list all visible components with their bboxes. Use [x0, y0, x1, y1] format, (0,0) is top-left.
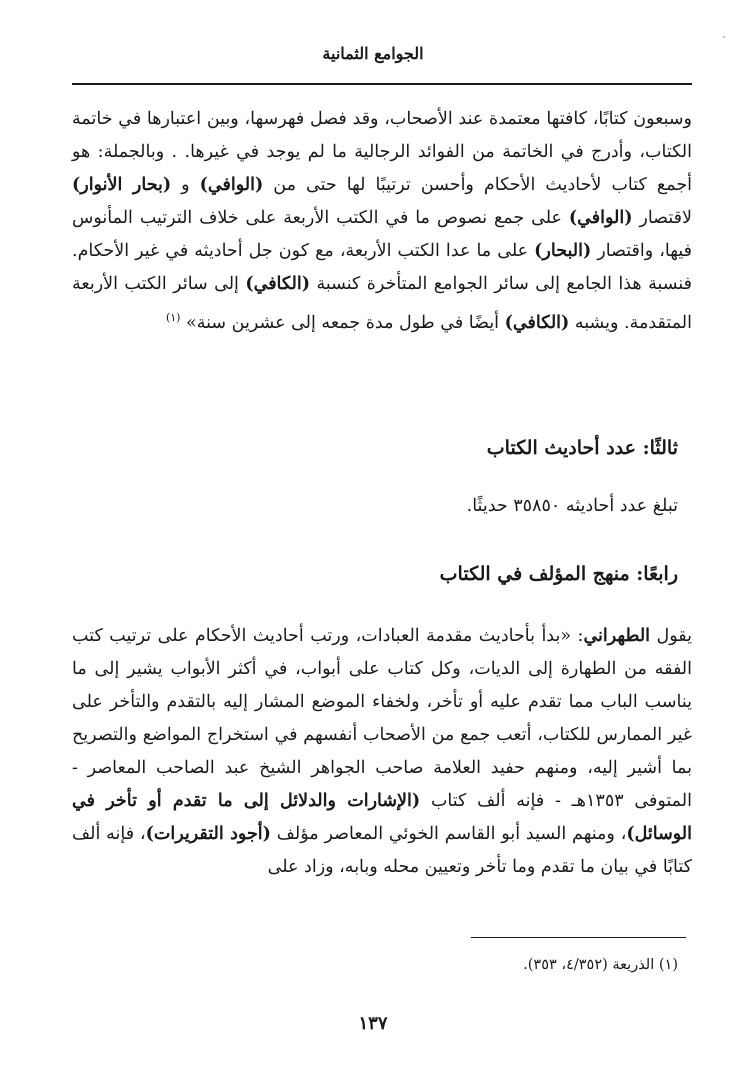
- book-title: (الكافي): [504, 312, 570, 333]
- paragraph-continuation: وسبعون كتابًا، كافتها معتمدة عند الأصحاب، وقد فصل فهرسها، وبين اعتبارها في خاتمة الكتاب، وأدرج في الخاتمة من الفوائد الرجالية ما لم يوجد في غيرها. . وبالجملة: هو أجمع كتاب لأحاديث الأحكام وأحسن ترتيبًا لها حتى من (الوافي) و (بحار الأنوار) لاقتصار (الوافي) على جمع نصوص ما في الكتب الأربعة على خلاف الترتيب المأنوس فيها، واقتصار (البحار) على ما عدا الكتب الأربعة، مع كون جل أحاديثه في غير الأحكام. فنسبة هذا الجامع إلى سائر الجوامع المتأخرة كنسبة (الكافي) إلى سائر الكتب الأربعة المتقدمة. ويشبه (الكافي) أيضًا في طول مدة جمعه إلى عشرين سنة» $^{(١)}$: [72, 109, 693, 333]
- section-heading-hadith-count: ثالثًا: عدد أحاديث الكتاب: [486, 437, 678, 459]
- book-title: (الوافي): [199, 175, 264, 195]
- header-rule: [72, 83, 692, 85]
- scan-mark: ·: [721, 30, 726, 46]
- book-title: (الكافي): [245, 274, 311, 294]
- book-title: (أجود التقريرات): [145, 824, 271, 844]
- book-title: (بحار الأنوار): [72, 175, 172, 195]
- book-title: (الإشارات والدلائل إلى ما تقدم أو تأخر في الوسائل): [72, 791, 692, 844]
- footnote: (١) الذريعة (٤/٣٥٢، ٣٥٣).: [523, 957, 678, 973]
- hadith-count-text: تبلغ عدد أحاديثه ٣٥٨٥٠ حديثًا.: [466, 496, 678, 516]
- footnote-rule: [471, 937, 686, 938]
- book-title: (البحار): [534, 241, 592, 261]
- page-number: ١٣٧: [358, 1013, 388, 1034]
- author-name: الطهراني: [583, 626, 651, 646]
- running-header-title: الجوامع الثمانية: [322, 44, 424, 63]
- footnote-ref[interactable]: (١): [165, 311, 181, 324]
- book-title: (الوافي): [568, 208, 633, 228]
- section-heading-author-method: رابعًا: منهج المؤلف في الكتاب: [439, 563, 678, 585]
- paragraph-author-method: يقول الطهراني: «بدأ بأحاديث مقدمة العبادات، ورتب أحاديث الأحكام على ترتيب كتب الفقه من الطهارة إلى الديات، وكل كتاب على أبواب، في أكثر الأبواب يشير إلى ما يناسب الباب مما تقدم عليه أو تأخر، ولخفاء الموضع المشار إليه بالتقدم والتأخر على غير الممارس للكتاب، أتعب جمع من الأصحاب أنفسهم في استخراج المواضع والتصريح بما أشير إليه، ومنهم حفيد العلامة صاحب الجواهر الشيخ عبد الصاحب المعاصر - المتوفى ١٣٥٣هـ - فإنه ألف كتاب (الإشارات والدلائل إلى ما تقدم أو تأخر في الوسائل)، ومنهم السيد أبو القاسم الخوئي المعاصر مؤلف (أجود التقريرات)، فإنه ألف كتابًا في بيان ما تقدم وما تأخر وتعيين محله وبابه، وزاد على: [72, 626, 692, 877]
